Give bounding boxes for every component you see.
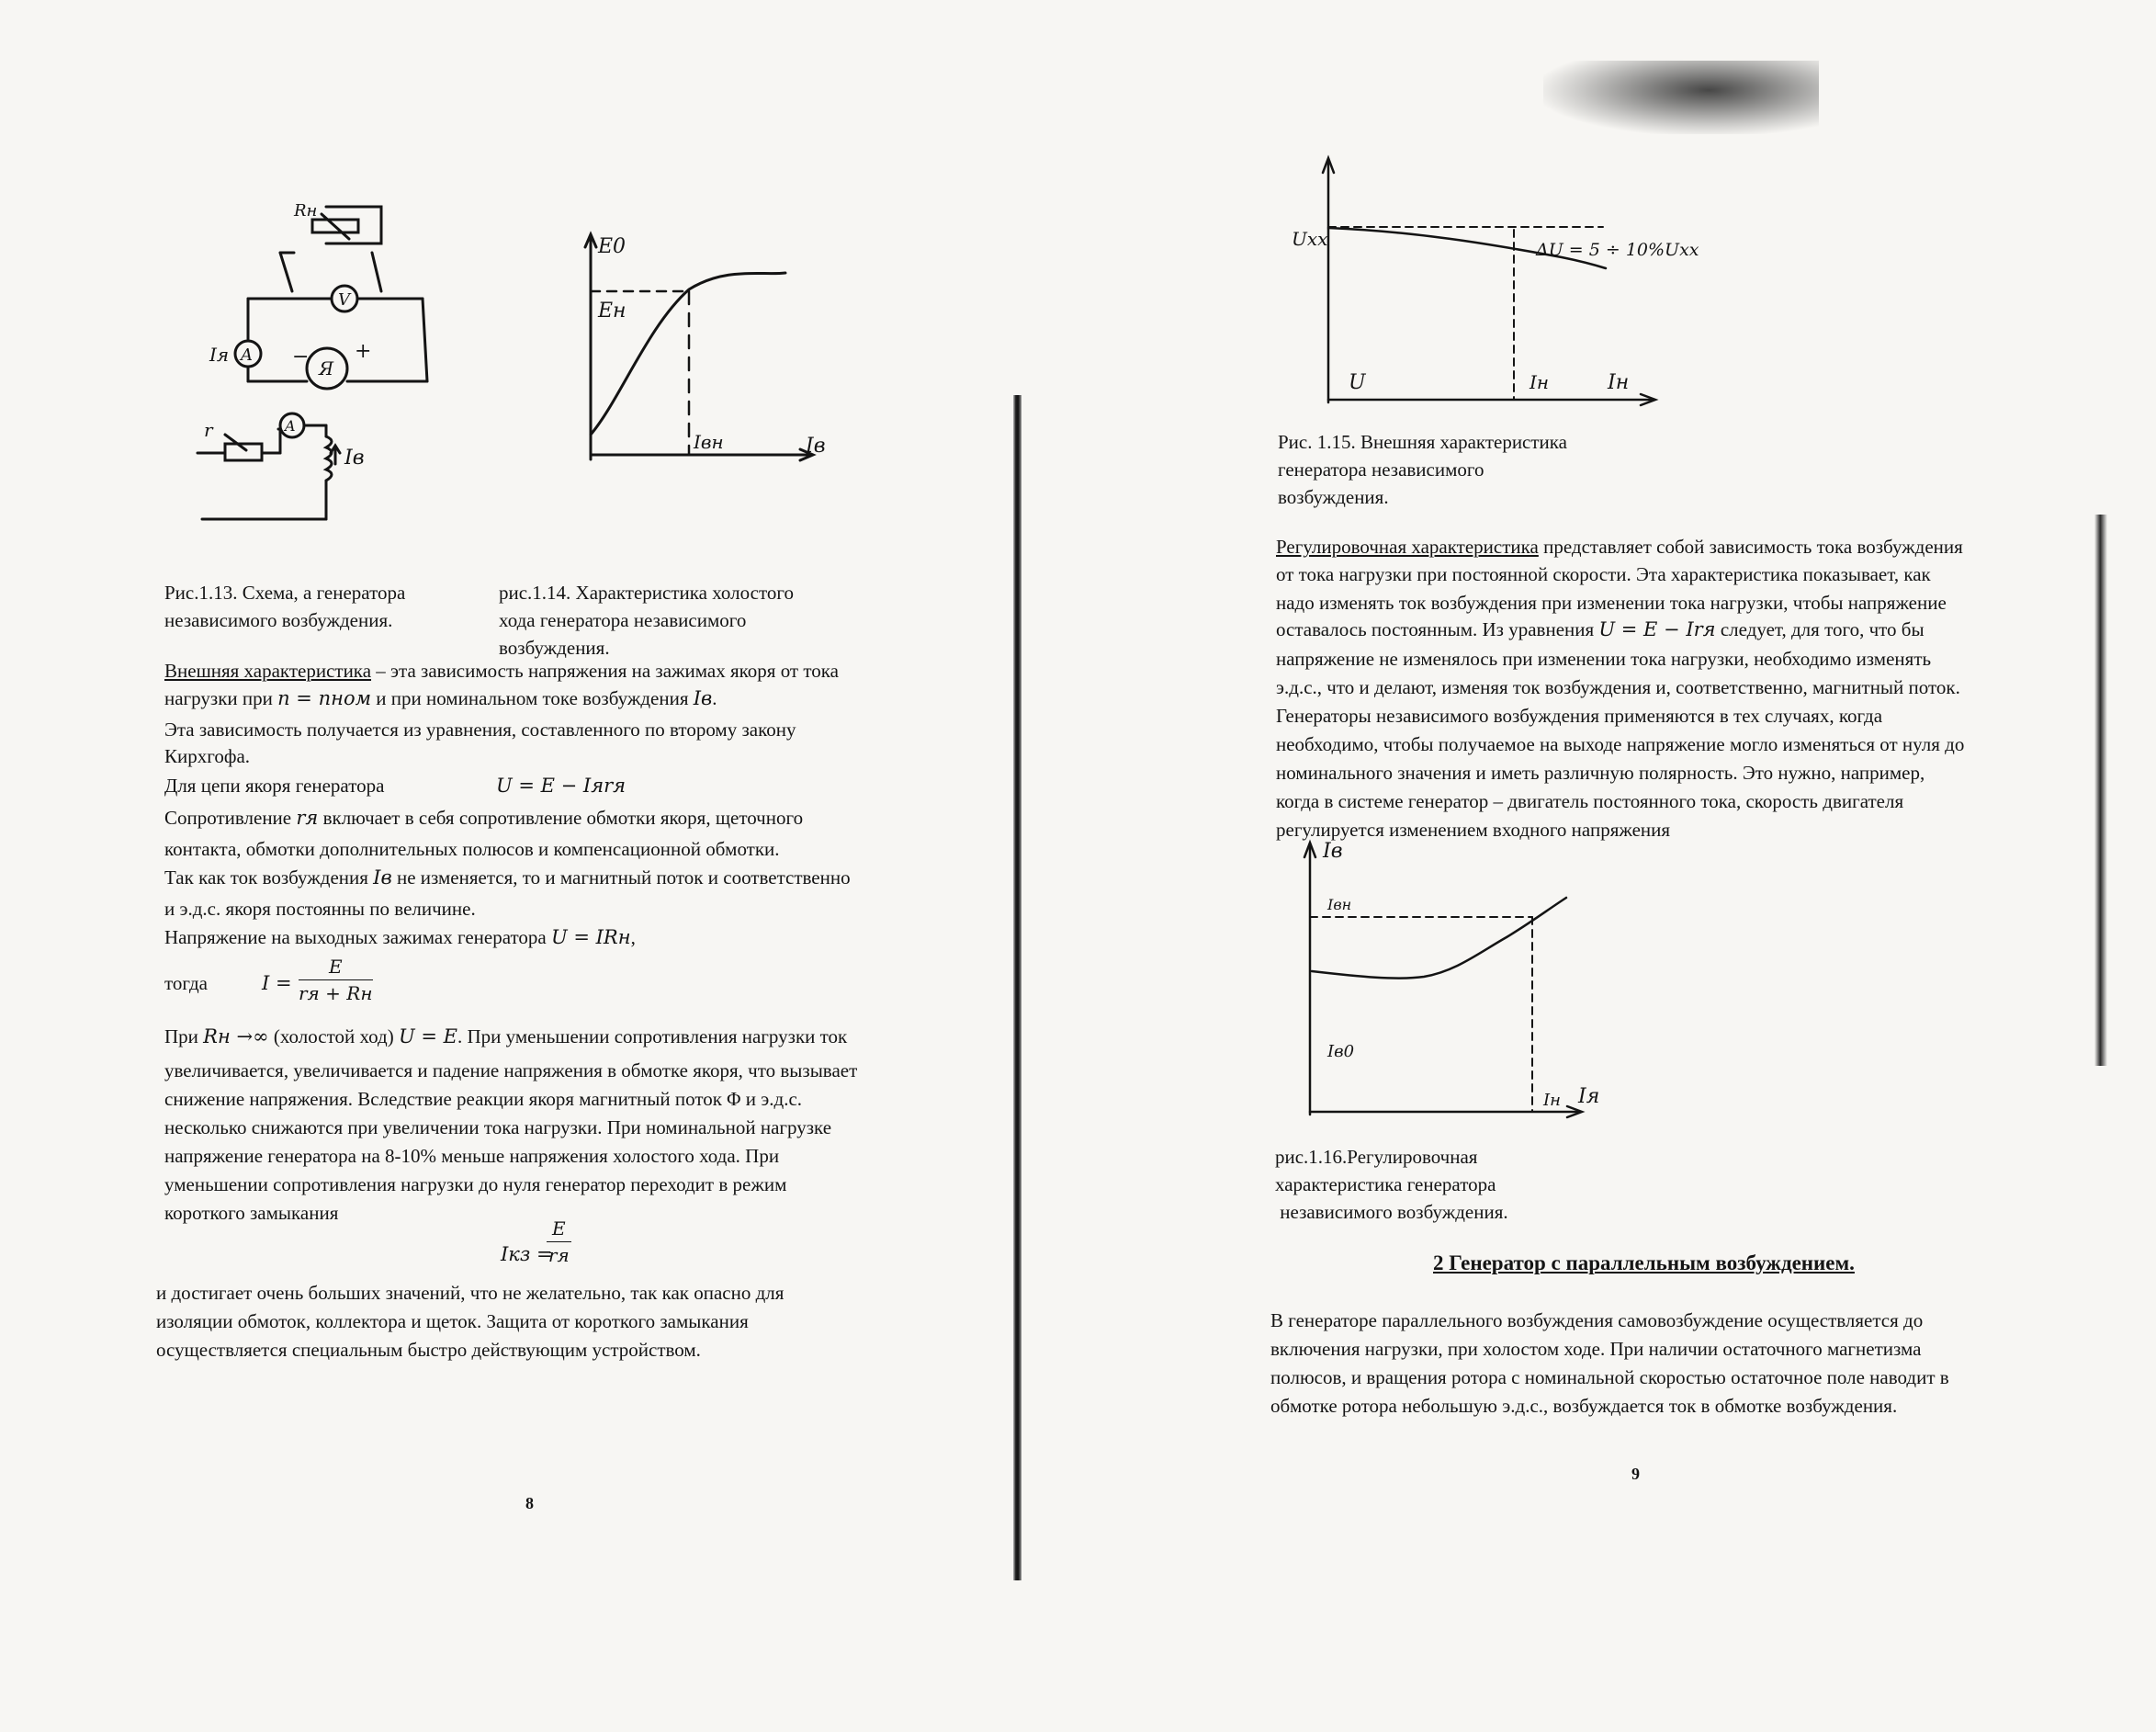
book-gutter [1013,395,1022,1580]
text-line: При Rн →∞ (холостой ход) U = E. При уменьшении сопротивления нагрузки ток [164,1025,848,1047]
paragraph-short-circuit: и достигает очень больших значений, что не желательно, так как опасно для изоляции обмоток, коллектора и щеток. Защита от короткого замыкания осуществляется специальным быстро действующим устройством. [156,1282,785,1361]
label-in: Iн [1530,371,1550,393]
label-iya: Iя [209,344,230,366]
equation-short-circuit-fraction: E rя [547,1217,570,1266]
text-block: от тока нагрузки при постоянной скорости. Эта характеристика показывает, как надо изменять ток возбуждения при изменении тока нагрузки, чтобы напряжение [1276,563,1947,614]
figure-1-16-regulation-chart [1286,832,1617,1135]
label-ivb: Iв [344,447,365,470]
x-axis-label: Iя [1578,1085,1600,1108]
text-line: оставалось постоянным. Из уравнения U = E − Irя следует, для того, что бы [1276,618,1925,640]
text-line: Напряжение на выходных зажимах генератора U = IRн, [164,926,636,948]
text-line: тогда [164,972,208,994]
scan-edge-shadow [2094,515,2107,1066]
caption-fig-1-14: рис.1.14. Характеристика холостого хода генератора независимого возбуждения. [499,582,794,659]
paragraph-regulation-characteristic: Регулировочная характеристика представляет собой зависимость тока возбуждения [1276,536,1963,558]
text-line: Сопротивление rя включает в себя сопротивление обмотки якоря, щеточного [164,807,804,829]
x-axis-label: Iн [1608,371,1630,394]
page-number-right: 9 [1631,1465,1640,1483]
figure-1-14-no-load-chart [565,225,841,473]
text-block: напряжение не изменялось при изменении тока нагрузки, необходимо изменять э.д.с., что и делают, изменяя ток возбуждения и, соответственно, магнитный поток. Генераторы независимого возбуждения применяются в тех случаях, когда необходимо, чтобы получаемое на выходе напряжение могло изменяться от нуля до номинального значения и иметь различную полярность. Это нужно, например, когда в системе генератор – двигатель постоянного тока, скорость двигателя регулируется изменением входного напряжения [1276,648,1965,841]
label-rn: Rн [294,201,318,221]
label-voltmeter: V [338,290,350,310]
label-uxx: Uxx [1292,228,1328,250]
equation-armature: U = E − Iяrя [496,775,626,797]
text-line: и э.д.с. якоря постоянны по величине. [164,898,476,920]
label-en: Eн [598,300,626,323]
label-in: Iн [1543,1091,1561,1110]
label-iv0: Iв0 [1327,1042,1355,1061]
figure-1-13-circuit [184,188,459,528]
caption-fig-1-15: Рис. 1.15. Внешняя характеристика генератора независимого возбуждения. [1278,431,1567,508]
label-field-ammeter: A [285,417,296,435]
page-number-left: 8 [525,1494,534,1512]
paragraph-parallel-excitation: В генераторе параллельного возбуждения самовозбуждение осуществляется до включения нагрузки, при холостом ходе. При наличии остаточного магнетизма полюсов, и вращения ротора с номинальной скоростью остаточное поле наводит в обмотке ротора небольшую э.д.с., возбуждается ток в обмотке возбуждения. [1270,1309,1949,1417]
label-armature: Я [319,357,334,379]
text-line: Кирхгофа. [164,745,251,767]
x-axis-label: Iв [806,435,826,458]
label-ivn: Iвн [694,431,724,453]
label-u: U [1349,371,1366,394]
figure-1-15-external-chart [1286,147,1699,413]
text-line: Для цепи якоря генератора [164,775,385,797]
caption-fig-1-16: рис.1.16.Регулировочная характеристика генератора независимого возбуждения. [1275,1146,1508,1223]
label-delta-u: ΔU = 5 ÷ 10%Uxx [1536,240,1699,260]
label-ammeter: A [241,345,253,365]
scan-smudge [1543,61,1819,134]
term-external-characteristic: Внешняя характеристика [164,660,372,682]
paragraph-load-effect: увеличивается, увеличивается и падение напряжения в обмотке якоря, что вызывает снижение напряжения. Вследствие реакции якоря магнитный поток Φ и э.д.с. несколько снижаются при увеличении тока нагрузки. При номинальной нагрузке напряжение генератора на 8-10% меньше напряжения холостого хода. При уменьшении сопротивления нагрузки до нуля генератор переходит в режим короткого замыкания [164,1059,858,1224]
text-line: контакта, обмотки дополнительных полюсов и компенсационной обмотки. [164,838,780,860]
term-regulation-characteristic: Регулировочная характеристика [1276,536,1539,558]
label-plus: + [355,340,372,363]
caption-fig-1-13: Рис.1.13. Схема, а генератора независимого возбуждения. [164,582,406,631]
equation-short-circuit-lhs: Iкз = [501,1243,553,1265]
label-r: r [204,419,213,441]
text-line: Так как ток возбуждения Iв не изменяется, то и магнитный поток и соответственно [164,866,851,889]
label-minus: − [292,345,310,368]
y-axis-label: E0 [598,235,626,258]
text-line: Эта зависимость получается из уравнения, составленного по второму закону [164,719,796,741]
equation-current-fraction: E rя + Rн [299,956,373,1004]
text-line: нагрузки при n = nном и при номинальном токе возбуждения Iв. [164,687,717,709]
label-ivn: Iвн [1327,896,1352,913]
paragraph-external-characteristic: Внешняя характеристика – эта зависимость напряжения на зажимах якоря от тока [164,660,839,682]
section-heading: 2 Генератор с параллельным возбуждением. [1433,1251,1855,1274]
y-axis-label: Iв [1323,840,1343,863]
equation-current-lhs: I = [262,972,292,994]
